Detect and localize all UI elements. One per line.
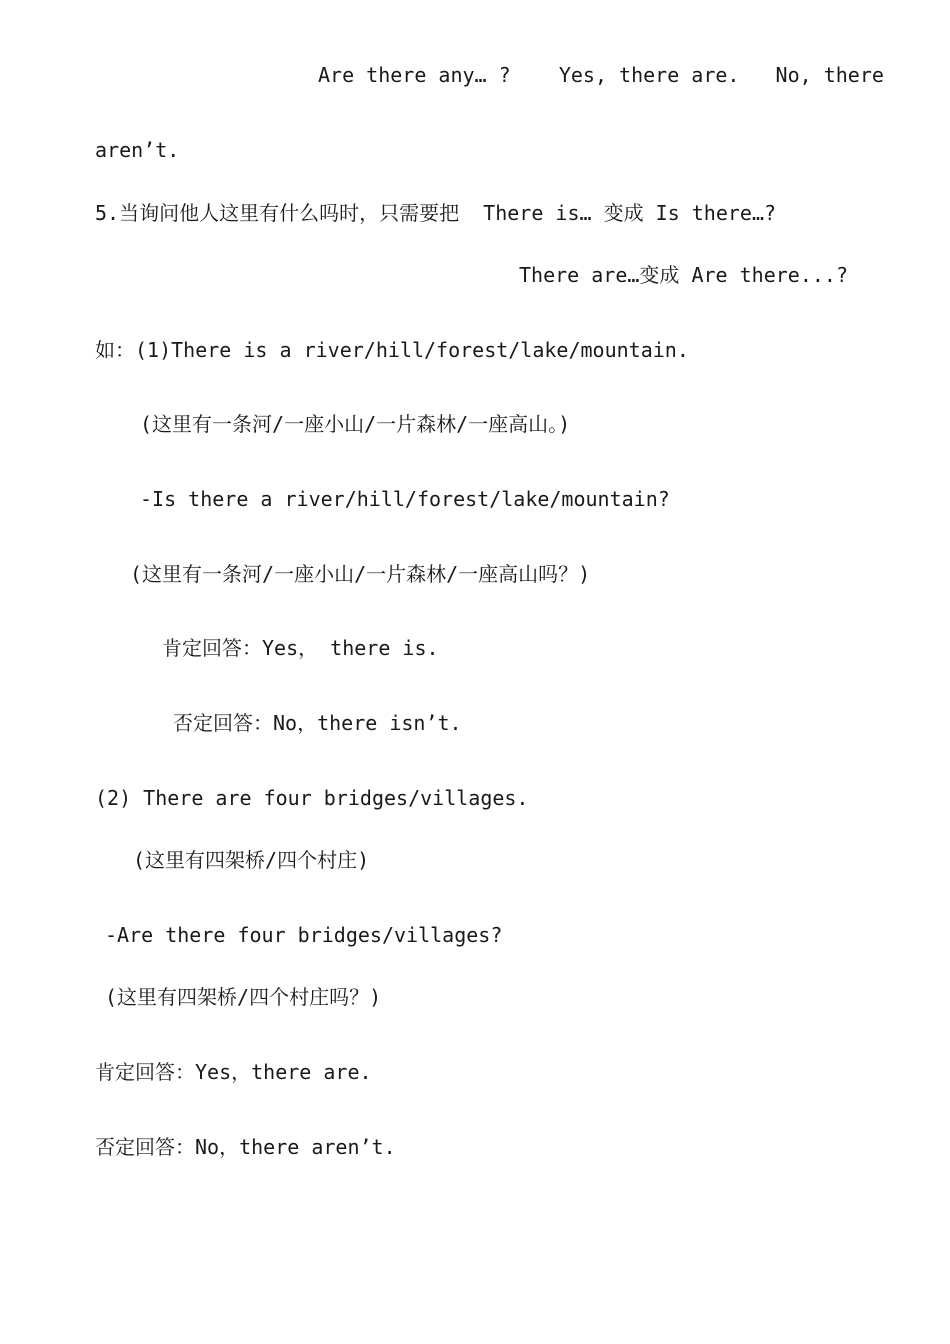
text-line-9: 肯定回答：Yes， there is. (162, 636, 439, 660)
text-line-15: 肯定回答：Yes，there are. (95, 1060, 372, 1084)
text-line-4: There are…变成 Are there...? (519, 263, 848, 287)
text-line-13: -Are there four bridges/villages? (105, 923, 503, 947)
text-line-1: Are there any… ? Yes, there are. No, there (318, 63, 884, 87)
text-line-10: 否定回答：No，there isn’t. (173, 711, 462, 735)
text-line-2: aren’t. (95, 138, 180, 162)
text-line-12: (这里有四架桥/四个村庄) (133, 848, 370, 872)
text-line-3: 5.当询问他人这里有什么吗时，只需要把 There is… 变成 Is there…? (95, 201, 777, 225)
text-line-7: -Is there a river/hill/forest/lake/mountain? (140, 487, 670, 511)
text-line-14: (这里有四架桥/四个村庄吗？) (105, 985, 382, 1009)
text-line-8: (这里有一条河/一座小山/一片森林/一座高山吗？) (130, 562, 591, 586)
text-line-16: 否定回答：No，there aren’t. (95, 1135, 396, 1159)
text-line-11: (2) There are four bridges/villages. (95, 786, 529, 810)
text-line-6: (这里有一条河/一座小山/一片森林/一座高山。) (140, 412, 571, 436)
text-line-5: 如：(1)There is a river/hill/forest/lake/mountain. (95, 338, 689, 362)
